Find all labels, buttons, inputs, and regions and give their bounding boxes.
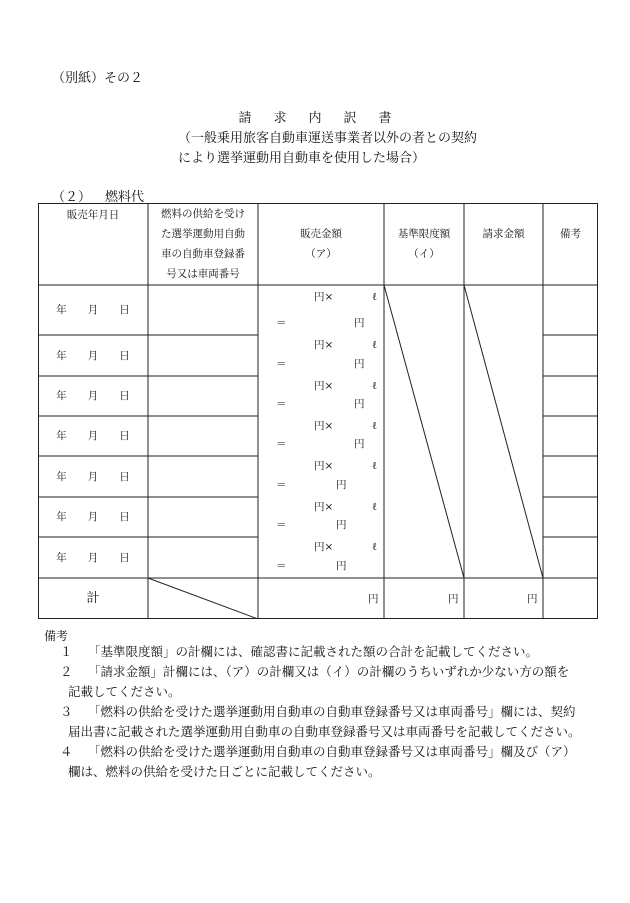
header-limit-mark: （イ） <box>408 248 440 260</box>
row-yen-times: 円× <box>314 460 334 472</box>
header-limit-label: 基準限度額 <box>397 228 451 240</box>
row-equals: ＝ <box>276 560 287 572</box>
row-result-yen: 円 <box>354 358 365 370</box>
section-label: 燃料代 <box>105 190 145 205</box>
note-number: ２ <box>60 664 73 679</box>
note-number: ３ <box>60 704 73 719</box>
total-vehicle-diagonal <box>148 578 258 619</box>
note-text-line: 「基準限度額」の計欄には、確認書に記載された額の合計を記載してください。 <box>88 644 539 659</box>
row-liter-unit: ℓ <box>372 339 378 351</box>
note-text-line: 欄は、燃料の供給を受けた日ごとに記載してください。 <box>68 764 381 779</box>
header-limit-amount <box>384 224 464 264</box>
section-number: （２） <box>52 190 92 205</box>
page-title: 請求内訳書 <box>238 111 414 126</box>
fuel-cost-table <box>38 203 598 619</box>
total-claim-yen: 円 <box>527 593 538 605</box>
header-amount-label: 販売金額 <box>300 228 342 240</box>
row-date: 年 月 日 <box>56 551 130 564</box>
row-liter-unit: ℓ <box>372 291 378 303</box>
subtitle-line-2: により選挙運動用自動車を使用した場合） <box>178 151 426 166</box>
row-date: 年 月 日 <box>56 349 130 362</box>
row-equals: ＝ <box>276 358 287 370</box>
row-equals: ＝ <box>276 317 287 329</box>
note-number: ４ <box>60 744 73 759</box>
row-liter-unit: ℓ <box>372 501 378 513</box>
header-sale-date: 販売年月日 <box>66 209 120 221</box>
row-result-yen: 円 <box>354 398 365 410</box>
header-vehicle-line-2: た選挙運動用自動 <box>161 228 245 240</box>
header-sale-amount <box>258 224 384 264</box>
header-vehicle-line-3: 車の自動車登録番 <box>161 248 245 260</box>
header-claim-amount: 請求金額 <box>482 228 525 240</box>
row-date: 年 月 日 <box>56 390 130 402</box>
row-yen-times: 円× <box>314 339 334 351</box>
row-date: 年 月 日 <box>56 511 130 523</box>
header-vehicle-line-4: 号又は車両番号 <box>166 268 240 280</box>
row-result-yen: 円 <box>336 560 347 572</box>
header-amount-mark: （ア） <box>305 248 337 260</box>
row-result-yen: 円 <box>336 479 347 491</box>
claim-column-diagonal <box>464 285 543 578</box>
row-date: 年 月 日 <box>56 304 130 316</box>
row-date: 年 月 日 <box>56 470 130 483</box>
row-equals: ＝ <box>276 398 287 410</box>
document-tag: （別紙）その２ <box>52 71 144 86</box>
row-liter-unit: ℓ <box>372 380 378 392</box>
header-vehicle-line-1: 燃料の供給を受け <box>161 208 245 220</box>
note-text-line: 「燃料の供給を受けた選挙運動用自動車の自動車登録番号又は車両番号」欄には、契約 <box>88 704 576 719</box>
row-equals: ＝ <box>276 479 287 491</box>
row-yen-times: 円× <box>314 291 334 303</box>
row-yen-times: 円× <box>314 541 334 553</box>
row-yen-times: 円× <box>314 501 334 513</box>
row-equals: ＝ <box>276 519 287 531</box>
total-amount-yen: 円 <box>368 593 379 605</box>
row-yen-times: 円× <box>314 420 334 432</box>
limit-column-diagonal <box>384 285 464 578</box>
row-liter-unit: ℓ <box>372 541 378 553</box>
note-text-line: 記載してください。 <box>68 684 181 699</box>
note-text-line: 「燃料の供給を受けた選挙運動用自動車の自動車登録番号又は車両番号」欄及び（ア） <box>88 744 576 759</box>
note-number: １ <box>60 644 73 659</box>
row-result-yen: 円 <box>354 317 365 329</box>
notes-heading: 備考 <box>44 629 69 643</box>
subtitle-line-1: （一般乗用旅客自動車運送事業者以外の者との契約 <box>178 131 478 146</box>
row-liter-unit: ℓ <box>372 460 378 472</box>
total-label: 計 <box>86 591 100 606</box>
row-result-yen: 円 <box>354 438 365 450</box>
row-liter-unit: ℓ <box>372 420 378 432</box>
header-vehicle-number <box>148 204 258 284</box>
note-text-line: 「請求金額」計欄には、（ア）の計欄又は（イ）の計欄のうちいずれか少ない方の額を <box>88 664 570 679</box>
row-result-yen: 円 <box>336 519 347 531</box>
total-limit-yen: 円 <box>448 593 459 605</box>
header-remarks: 備考 <box>560 228 581 240</box>
row-date: 年 月 日 <box>56 430 130 442</box>
row-yen-times: 円× <box>314 380 334 392</box>
note-text-line: 届出書に記載された選挙運動用自動車の自動車登録番号又は車両番号を記載してください。 <box>68 724 581 739</box>
row-equals: ＝ <box>276 438 287 450</box>
